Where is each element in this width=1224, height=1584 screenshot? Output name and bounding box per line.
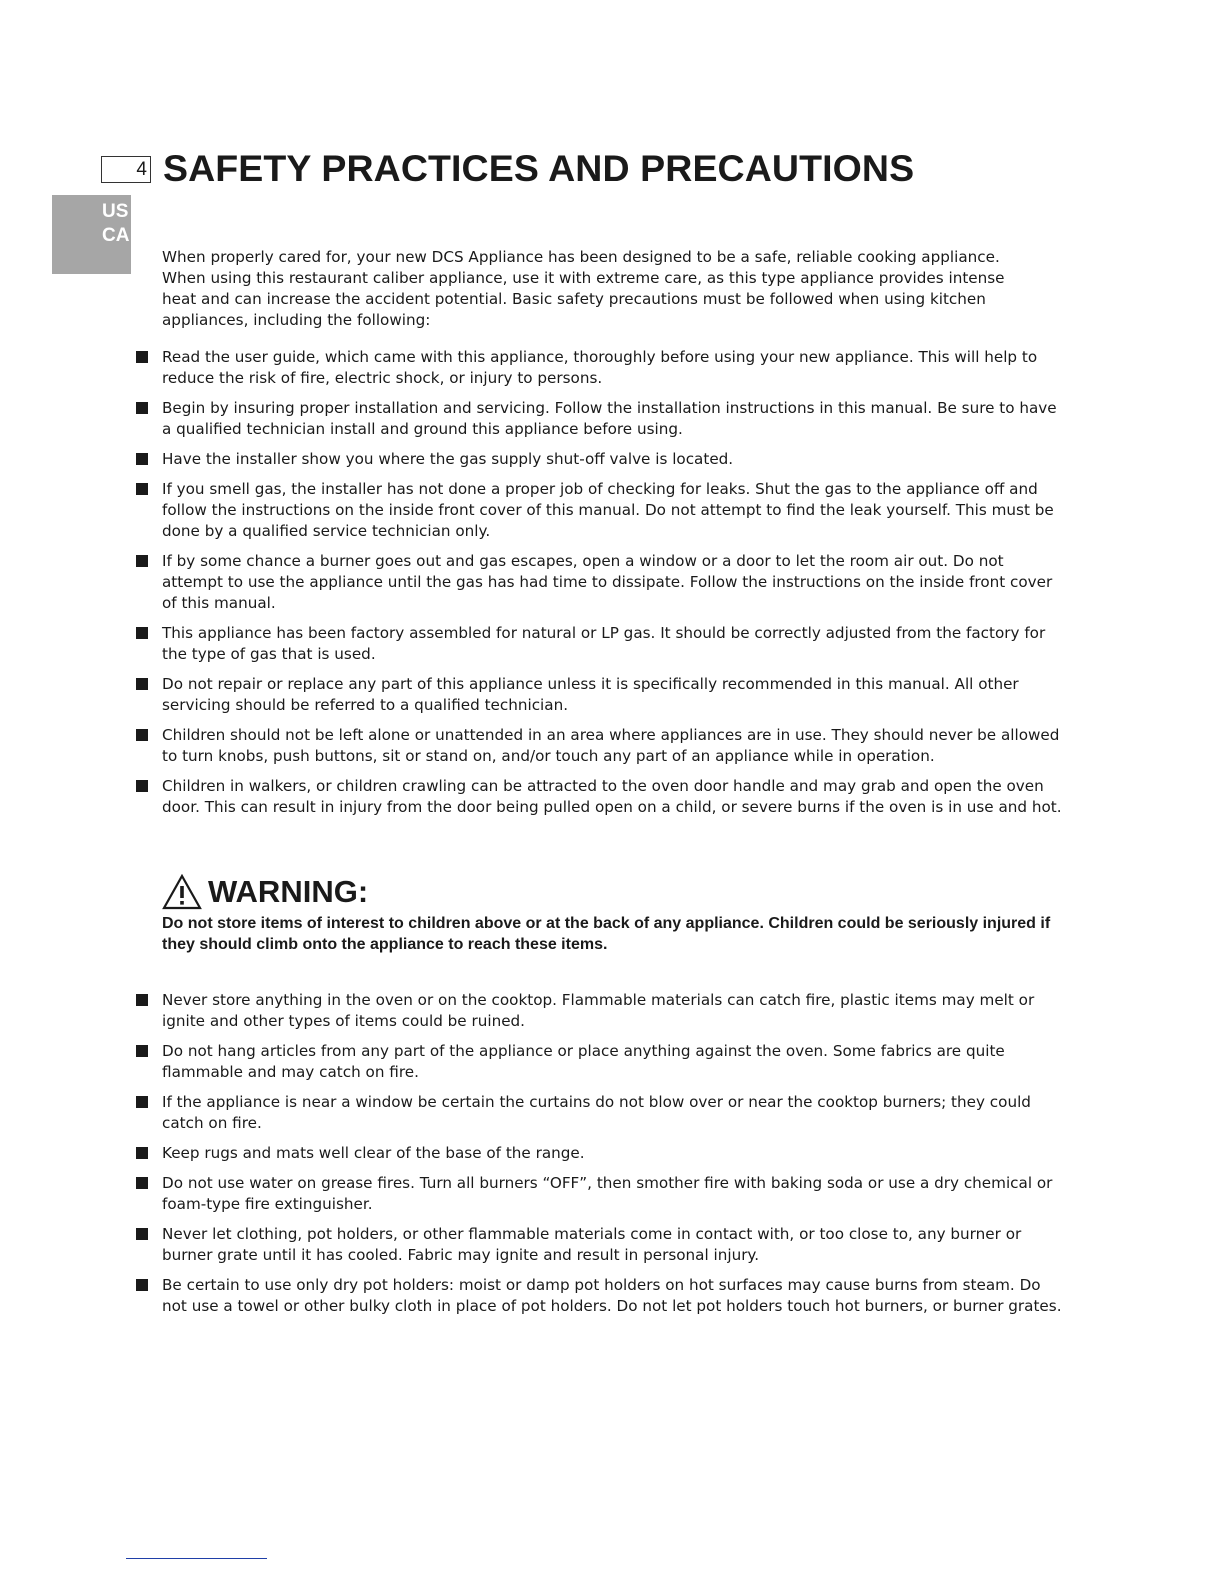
intro-paragraph: When properly cared for, your new DCS Appliance has been designed to be a safe, reliable cooking appliance. When using this restaurant caliber appliance, use it with extreme care, as this type appliance provides intense heat and can increase the accident potential. Basic safety precautions must be followed when using kitchen appliances, including the following: <box>162 248 1005 329</box>
region-tab <box>52 195 131 274</box>
region-ca: CA <box>102 225 130 246</box>
warning-box <box>162 871 1062 955</box>
list-item: Have the installer show you where the gas supply shut-off valve is located. <box>162 449 1062 470</box>
region-us: US <box>102 201 129 222</box>
list-item: Read the user guide, which came with this appliance, thoroughly before using your new appliance. This will help to reduce the risk of fire, electric shock, or injury to persons. <box>162 347 1062 389</box>
safety-list-1 <box>162 347 1062 827</box>
warning-label: WARNING: <box>208 874 369 909</box>
warning-text: Do not store items of interest to children above or at the back of any appliance. Children could be seriously injured if they should climb onto the appliance to reach these items. <box>162 915 1051 953</box>
list-item: If by some chance a burner goes out and gas escapes, open a window or a door to let the room air out. Do not attempt to use the appliance until the gas has had time to dissipate. Follow the instructions on the inside front cover of this manual. <box>162 551 1062 614</box>
list-item: If you smell gas, the installer has not done a proper job of checking for leaks. Shut the gas to the appliance off and follow the instructions on the inside front cover of this manual. Do not attempt to find the leak yourself. This must be done by a qualified service technician only. <box>162 479 1062 542</box>
list-item: If the appliance is near a window be certain the curtains do not blow over or near the cooktop burners; they could catch on fire. <box>162 1092 1062 1134</box>
list-item: Keep rugs and mats well clear of the base of the range. <box>162 1143 1062 1164</box>
list-item: Begin by insuring proper installation and servicing. Follow the installation instructions in this manual. Be sure to have a qualified technician install and ground this appliance before using. <box>162 398 1062 440</box>
list-item: Be certain to use only dry pot holders: moist or damp pot holders on hot surfaces may cause burns from steam. Do not use a towel or other bulky cloth in place of pot holders. Do not let pot holders touch hot burners, or burner grates. <box>162 1276 1062 1315</box>
safety-list-2 <box>162 990 1062 1326</box>
list-item: Never store anything in the oven or on the cooktop. Flammable materials can catch fire, plastic items may melt or ignite and other types of items could be ruined. <box>162 990 1062 1032</box>
list-item: Do not use water on grease fires. Turn all burners “OFF”, then smother fire with baking soda or use a dry chemical or foam-type fire extinguisher. <box>162 1173 1062 1215</box>
list-item: This appliance has been factory assembled for natural or LP gas. It should be correctly adjusted from the factory for the type of gas that is used. <box>162 623 1062 665</box>
list-item: Children in walkers, or children crawling can be attracted to the oven door handle and may grab and open the oven door. This can result in injury from the door being pulled open on a child, or severe burns if the oven is in use and hot. <box>162 777 1062 816</box>
list-item: Never let clothing, pot holders, or other flammable materials come in contact with, or too close to, any burner or burner grate until it has cooled. Fabric may ignite and result in personal injury. <box>162 1224 1062 1266</box>
page-number: 4 <box>101 156 151 183</box>
list-item: Do not repair or replace any part of this appliance unless it is specifically recommended in this manual. All other servicing should be referred to a qualified technician. <box>162 674 1062 716</box>
list-item: Do not hang articles from any part of the appliance or place anything against the oven. Some fabrics are quite flammable and may catch on fire. <box>162 1041 1062 1083</box>
footer-rule <box>126 1558 267 1559</box>
list-item: Children should not be left alone or unattended in an area where appliances are in use. They should never be allowed to turn knobs, push buttons, sit or stand on, and/or touch any part of an appliance while in operation. <box>162 725 1062 767</box>
page-title: SAFETY PRACTICES AND PRECAUTIONS <box>163 147 915 189</box>
warning-heading <box>162 871 1062 913</box>
warning-triangle-icon <box>162 874 202 910</box>
